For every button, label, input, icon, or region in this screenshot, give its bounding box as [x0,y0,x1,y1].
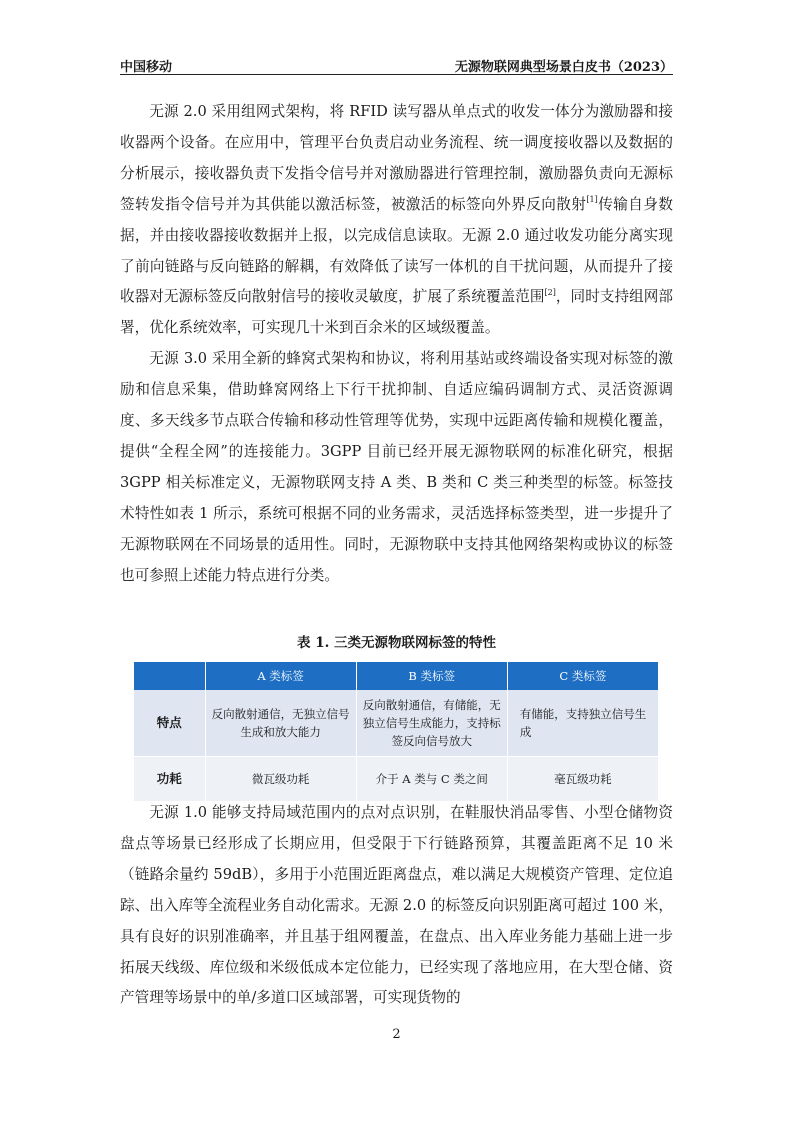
page-header [120,52,673,75]
paragraph [120,344,673,591]
table-cell: 介于 A 类与 C 类之间 [356,757,507,802]
header-rule [120,74,673,75]
tag-features-table [134,662,659,801]
table-cell: 反向散射通信，有储能，无独立信号生成能力，支持标签反向信号放大 [356,690,507,757]
row-label-power: 功耗 [134,757,205,802]
paragraph [120,798,673,1014]
paragraph-text: 无源 2.0 采用组网式架构，将 RFID 读写器从单点式的收发一体分为激励器和接收器两个设备。在应用中，管理平台负责启动业务流程、统一调度接收器以及数据的分析展示，接收器负责下发指令信号并对激励器进行管理控制，激励器负责向无源标签转发指令信号并为其供能以激活标签，被激活的标签向外界反向散射 [120,103,673,213]
table-header-row [134,662,659,690]
row-label-features: 特点 [134,690,205,757]
body-text-top [120,97,673,592]
table-cell: 微瓦级功耗 [205,757,356,802]
paragraph-text: 无源 1.0 能够支持局域范围内的点对点识别，在鞋服快消品零售、小型仓储物资盘点等场景已经形成了长期应用，但受限于下行链路预算，其覆盖距离不足 10 米（链路余量约 59dB），多用于小范围近距离盘点，难以满足大规模资产管理、定位追踪、出入库等全流程业务自动化需求。无源 2.0 的标签反向识别距离可超过 100 米，具有良好的识别准确率，并且基于组网覆盖，在盘点、出入库业务能力基础上进一步拓展天线级、库位级和米级低成本定位能力，已经实现了落地应用，在大型仓储、资产管理等场景中的单/多道口区域部署，可实现货物的 [120,804,673,1007]
table-row [134,757,659,802]
table-caption: 表 1. 三类无源物联网标签的特性 [297,635,496,651]
header-org: 中国移动 [120,60,173,75]
table-header-corner [134,662,205,690]
header-doc-title: 无源物联网典型场景白皮书（2023） [454,60,673,75]
body-text-bottom [120,798,673,1014]
paragraph-text: 传输自身数据，并由接收器接收数据并上报，以完成信息读取。无源 2.0 通过收发功能分离实现了前向链路与反向链路的解耦，有效降低了读写一体机的自干扰问题，从而提升了接收器对无源标签反向散射信号的接收灵敏度，扩展了系统覆盖范围 [120,195,673,306]
table-header-class-a: A 类标签 [205,662,356,690]
paragraph-text: ，同时支持组网部署，优化系统效率，可实现几十米到百余米的区域级覆盖。 [120,288,673,337]
citation-ref: [2] [544,287,556,297]
table-header-class-c: C 类标签 [507,662,658,690]
table-header-class-b: B 类标签 [356,662,507,690]
page-number: 2 [392,1027,401,1042]
paragraph-text: 无源 3.0 采用全新的蜂窝式架构和协议，将利用基站或终端设备实现对标签的激励和信息采集，借助蜂窝网络上下行干扰抑制、自适应编码调制方式、灵活资源调度、多天线多节点联合传输和移动性管理等优势，实现中远距离传输和规模化覆盖，提供“全程全网”的连接能力。3GPP 目前已经开展无源物联网的标准化研究，根据 3GPP 相关标准定义，无源物联网支持 A 类、B 类和 C 类三种类型的标签。标签技术特性如表 1 所示，系统可根据不同的业务需求，灵活选择标签类型，进一步提升了无源物联网在不同场景的适用性。同时，无源物联中支持其他网络架构或协议的标签也可参照上述能力特点进行分类。 [120,350,673,584]
citation-ref: [1] [586,194,598,204]
table-cell: 反向散射通信，无独立信号生成和放大能力 [205,690,356,757]
table-row [134,690,659,757]
paragraph [120,97,673,344]
table-cell: 有储能，支持独立信号生成 [507,690,658,757]
table-cell: 毫瓦级功耗 [507,757,658,802]
